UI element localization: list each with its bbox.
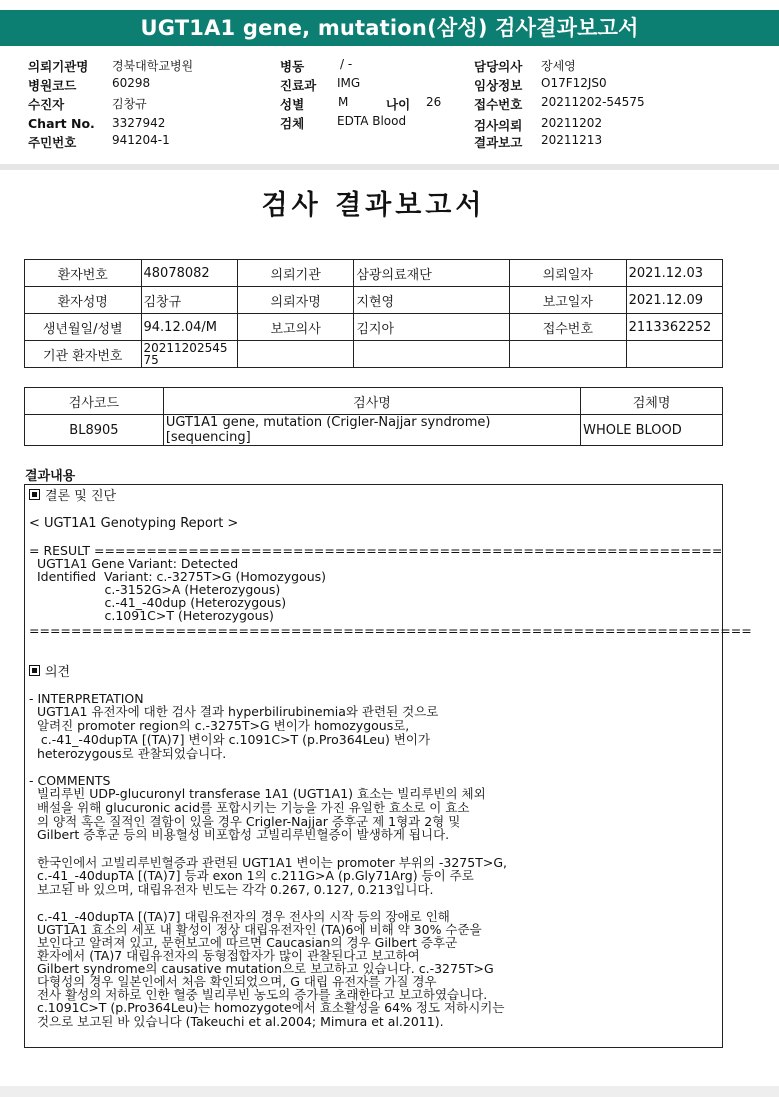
info-value: 20211202-54575 bbox=[541, 95, 645, 109]
table-row bbox=[25, 287, 723, 314]
table-cell: 의뢰일자 bbox=[510, 260, 627, 287]
table-cell: 2021120254575 bbox=[141, 341, 237, 368]
info-label: 접수번호 bbox=[474, 97, 523, 112]
patient-summary-table bbox=[24, 259, 723, 368]
info-label: 검체 bbox=[280, 116, 305, 131]
table-header: 검사코드 bbox=[25, 388, 164, 415]
table-cell: 김지아 bbox=[354, 314, 510, 341]
conclusion-heading bbox=[29, 489, 116, 504]
info-value: 경북대학교병원 bbox=[112, 59, 194, 73]
table-cell bbox=[237, 341, 354, 368]
info-label: 의뢰기관명 bbox=[28, 59, 89, 74]
result-line: c.-3152G>A (Heterozygous) bbox=[29, 582, 281, 597]
info-label: 나이 bbox=[386, 97, 411, 112]
conclusion-header-text: 결론 및 진단 bbox=[45, 489, 117, 504]
table-cell: 48078082 bbox=[141, 260, 237, 287]
table-cell: WHOLE BLOOD bbox=[581, 415, 723, 446]
table-row bbox=[25, 314, 723, 341]
square-bullet-icon bbox=[29, 665, 40, 676]
info-value: 20211213 bbox=[541, 133, 603, 147]
opinion-line: 빌리루빈 UDP-glucuronyl transferase 1A1 (UGT1A1) 효소는 빌리루빈의 체외 bbox=[29, 786, 486, 801]
opinion-line: - COMMENTS bbox=[29, 773, 111, 788]
info-label: 담당의사 bbox=[474, 59, 523, 74]
opinion-line: 전사 활성의 저하로 인한 혈중 빌리루빈 농도의 증가를 초래한다고 보고하였습니다. bbox=[29, 987, 488, 1002]
info-label: 주민번호 bbox=[28, 135, 77, 150]
result-line: c.-41_-40dup (Heterozygous) bbox=[29, 595, 287, 610]
table-row bbox=[25, 415, 723, 446]
info-value: M bbox=[338, 95, 349, 109]
patient-info-panel bbox=[0, 50, 779, 165]
table-cell bbox=[626, 341, 722, 368]
results-box bbox=[24, 484, 752, 1048]
opinion-heading bbox=[29, 665, 70, 680]
result-line: Identified Variant: c.-3275T>G (Homozygous) bbox=[29, 569, 327, 584]
report-title: UGT1A1 gene, mutation(삼성) 검사결과보고서 bbox=[140, 16, 639, 40]
info-label: 수진자 bbox=[28, 97, 65, 112]
opinion-line: c.-41_-40dupTA [(TA)7] 변이와 c.1091C>T (p.Pro364Leu) 변이가 bbox=[29, 732, 431, 747]
results-section-label: 결과내용 bbox=[25, 469, 76, 484]
test-info-table bbox=[24, 387, 723, 446]
info-value: / - bbox=[340, 57, 353, 71]
result-line: = RESULT ============================================================ bbox=[29, 543, 723, 558]
opinion-line: heterozygous로 관찰되었습니다. bbox=[29, 746, 227, 761]
opinion-line: UGT1A1 효소의 세포 내 활성이 정상 대립유전자인 (TA)6에 비해 약 30% 수준을 bbox=[29, 922, 482, 937]
table-cell: 94.12.04/M bbox=[141, 314, 237, 341]
opinion-line: 다형성의 경우 일본인에서 처음 확인되었으며, G 대립 유전자를 가질 경우 bbox=[29, 974, 437, 989]
info-label: 성별 bbox=[280, 97, 305, 112]
report-header bbox=[0, 0, 779, 50]
info-label: 임상정보 bbox=[474, 78, 523, 93]
opinion-line: 배설을 위해 glucuronic acid를 포합시키는 기능을 가진 유일한 효소로 이 효소 bbox=[29, 800, 470, 815]
report-subtitle: < UGT1A1 Genotyping Report > bbox=[29, 516, 239, 531]
page-footer-band bbox=[0, 1086, 779, 1097]
info-label: 병원코드 bbox=[28, 78, 77, 93]
opinion-line: c.1091C>T (p.Pro364Leu)는 homozygote에서 효소활성을 64% 정도 저하시키는 bbox=[29, 1000, 505, 1015]
result-line: UGT1A1 Gene Variant: Detected bbox=[29, 556, 239, 571]
opinion-line: c.-41_-40dupTA [(TA)7] 등과 exon 1의 c.211G>A (p.Gly71Arg) 등이 주로 bbox=[29, 868, 474, 883]
table-cell: 생년월일/성별 bbox=[25, 314, 142, 341]
info-value: O17F12JS0 bbox=[541, 76, 607, 90]
table-header: 검사명 bbox=[163, 388, 580, 415]
opinion-line: 한국인에서 고빌리루빈혈증과 관련된 UGT1A1 변이는 promoter 부위의 -3275T>G, bbox=[29, 855, 507, 870]
table-cell: 삼광의료재단 bbox=[354, 260, 510, 287]
table-cell: 기관 환자번호 bbox=[25, 341, 142, 368]
opinion-line: 알려진 promoter region의 c.-3275T>G 변이가 homozygous로, bbox=[29, 718, 410, 733]
opinion-line: UGT1A1 유전자에 대한 검사 결과 hyperbilirubinemia와 관련된 것으로 bbox=[29, 704, 439, 719]
table-header-row bbox=[25, 388, 723, 415]
opinion-line: 보인다고 알려져 있고, 문헌보고에 따르면 Caucasian의 경우 Gilbert 증후군 bbox=[29, 935, 458, 950]
info-value: EDTA Blood bbox=[337, 114, 407, 128]
square-bullet-icon bbox=[29, 489, 40, 500]
info-label: Chart No. bbox=[28, 116, 95, 131]
table-cell: 보고일자 bbox=[510, 287, 627, 314]
info-value: 김창규 bbox=[112, 97, 147, 111]
opinion-line: Gilbert syndrome의 causative mutation으로 보고하고 있습니다. c.-3275T>G bbox=[29, 961, 494, 976]
info-value: 장세영 bbox=[541, 59, 576, 73]
table-cell: 김창규 bbox=[141, 287, 237, 314]
info-value: IMG bbox=[337, 76, 361, 90]
result-line: c.1091C>T (Heterozygous) bbox=[29, 608, 274, 623]
opinion-line: 것으로 보고된 바 있습니다 (Takeuchi et al.2004; Mimura et al.2011). bbox=[29, 1014, 444, 1029]
table-cell: 환자번호 bbox=[25, 260, 142, 287]
table-cell: 2113362252 bbox=[626, 314, 722, 341]
info-label: 결과보고 bbox=[474, 135, 523, 150]
info-label: 진료과 bbox=[280, 78, 317, 93]
info-value: 3327942 bbox=[112, 116, 166, 130]
opinion-line: Gilbert 증후군 등의 비용혈성 비포합성 고빌리루빈혈증이 발생하게 됩니다. bbox=[29, 827, 450, 842]
info-value: 26 bbox=[426, 95, 442, 109]
opinion-header-text: 의견 bbox=[45, 665, 71, 680]
table-cell bbox=[510, 341, 627, 368]
opinion-line: c.-41_-40dupTA [(TA)7] 대립유전자의 경우 전사의 시작 등의 장애로 인해 bbox=[29, 909, 450, 924]
table-cell: BL8905 bbox=[25, 415, 164, 446]
info-value: 941204-1 bbox=[112, 133, 170, 147]
table-cell: 접수번호 bbox=[510, 314, 627, 341]
document-title: 검사 결과보고서 bbox=[261, 190, 486, 221]
header-stripe bbox=[0, 0, 779, 5]
table-cell: 2021.12.03 bbox=[626, 260, 722, 287]
table-cell: 지현영 bbox=[354, 287, 510, 314]
opinion-line: 환자에서 (TA)7 대립유전자의 동형접합자가 많이 관찰된다고 보고하여 bbox=[29, 948, 420, 963]
table-row bbox=[25, 341, 723, 368]
opinion-line: 보고된 바 있으며, 대립유전자 빈도는 각각 0.267, 0.127, 0.213입니다. bbox=[29, 882, 434, 897]
table-cell bbox=[354, 341, 510, 368]
opinion-line: 의 양적 혹은 질적인 결함이 있을 경우 Crigler-Najjar 증후군 제 1형과 2형 및 bbox=[29, 814, 461, 829]
section-divider bbox=[0, 164, 779, 170]
result-line: ===================================================================== bbox=[29, 623, 752, 638]
table-cell: 의뢰자명 bbox=[237, 287, 354, 314]
table-cell: 의뢰기관 bbox=[237, 260, 354, 287]
table-cell: UGT1A1 gene, mutation (Crigler-Najjar syndrome) [sequencing] bbox=[163, 415, 580, 446]
table-cell: 보고의사 bbox=[237, 314, 354, 341]
info-value: 60298 bbox=[112, 76, 151, 90]
opinion-line: - INTERPRETATION bbox=[29, 691, 144, 706]
info-label: 검사의뢰 bbox=[474, 118, 523, 133]
table-header: 검체명 bbox=[581, 388, 723, 415]
info-value: 20211202 bbox=[541, 116, 603, 130]
info-label: 병동 bbox=[280, 59, 305, 74]
table-cell: 환자성명 bbox=[25, 287, 142, 314]
table-cell: 2021.12.09 bbox=[626, 287, 722, 314]
table-row bbox=[25, 260, 723, 287]
